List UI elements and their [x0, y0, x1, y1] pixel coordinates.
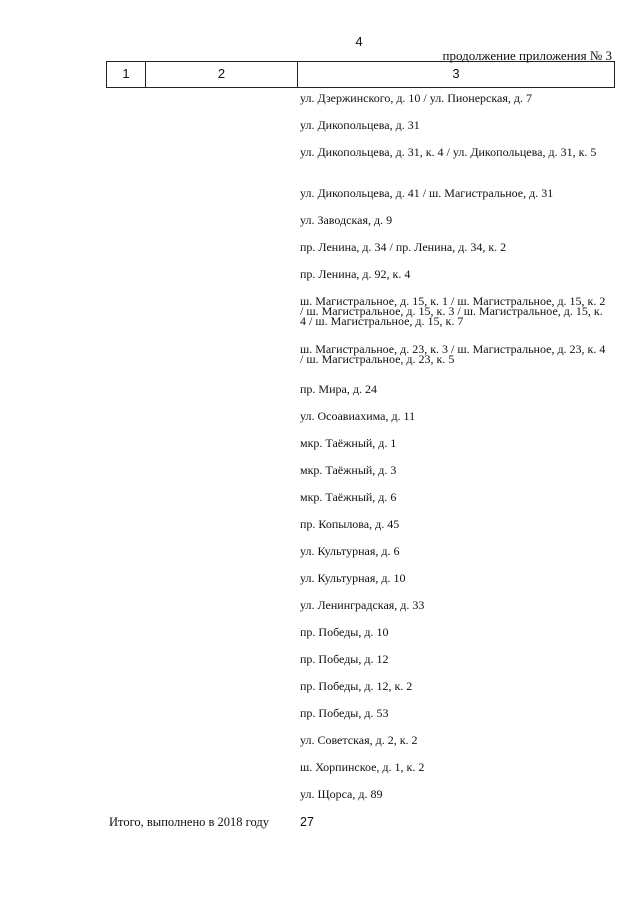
total-value: 27	[300, 815, 314, 829]
address-item: пр. Победы, д. 53	[300, 706, 389, 720]
address-item: ул. Дзержинского, д. 10 / ул. Пионерская, д. 7	[300, 91, 532, 105]
column-header-3: 3	[298, 62, 615, 88]
address-item: пр. Ленина, д. 92, к. 4	[300, 267, 411, 281]
address-item: пр. Ленина, д. 34 / пр. Ленина, д. 34, к. 2	[300, 240, 507, 254]
address-item: пр. Победы, д. 10	[300, 625, 389, 639]
address-item: мкр. Таёжный, д. 3	[300, 463, 397, 477]
address-item: ул. Советская, д. 2, к. 2	[300, 733, 418, 747]
address-item: ул. Ленинградская, д. 33	[300, 598, 425, 612]
address-item: ул. Дикопольцева, д. 31, к. 4 / ул. Дикопольцева, д. 31, к. 5	[300, 145, 597, 159]
address-item: ул. Культурная, д. 10	[300, 571, 406, 585]
column-header-1: 1	[107, 62, 146, 88]
column-header-2: 2	[146, 62, 298, 88]
address-item: ш. Магистральное, д. 15, к. 1 / ш. Магистральное, д. 15, к. 2 / ш. Магистральное, д. 15, к. 3 / ш. Магистральное, д. 15, к. 4 / ш. Магистральное, д. 15, к. 7	[300, 294, 606, 328]
address-item: ул. Дикопольцева, д. 31	[300, 118, 420, 132]
address-item: ш. Магистральное, д. 23, к. 3 / ш. Магистральное, д. 23, к. 4 / ш. Магистральное, д. 23, к. 5	[300, 342, 606, 366]
address-item: пр. Победы, д. 12	[300, 652, 389, 666]
address-item: мкр. Таёжный, д. 6	[300, 490, 397, 504]
address-item: мкр. Таёжный, д. 1	[300, 436, 397, 450]
address-item: ул. Дикопольцева, д. 41 / ш. Магистральное, д. 31	[300, 186, 554, 200]
appendix-continuation-label: продолжение приложения № 3	[442, 48, 612, 63]
address-item: пр. Мира, д. 24	[300, 382, 377, 396]
address-item: ул. Заводская, д. 9	[300, 213, 393, 227]
address-item: ул. Осоавиахима, д. 11	[300, 409, 416, 423]
total-label: Итого, выполнено в 2018 году	[109, 815, 269, 829]
address-item: ул. Культурная, д. 6	[300, 544, 400, 558]
address-item: ул. Щорса, д. 89	[300, 787, 383, 801]
address-item: пр. Победы, д. 12, к. 2	[300, 679, 413, 693]
page-number: 4	[355, 34, 363, 49]
address-item: пр. Копылова, д. 45	[300, 517, 400, 531]
column-header-table	[106, 61, 615, 88]
column-header-row	[107, 62, 615, 88]
address-item: ш. Хорпинское, д. 1, к. 2	[300, 760, 425, 774]
